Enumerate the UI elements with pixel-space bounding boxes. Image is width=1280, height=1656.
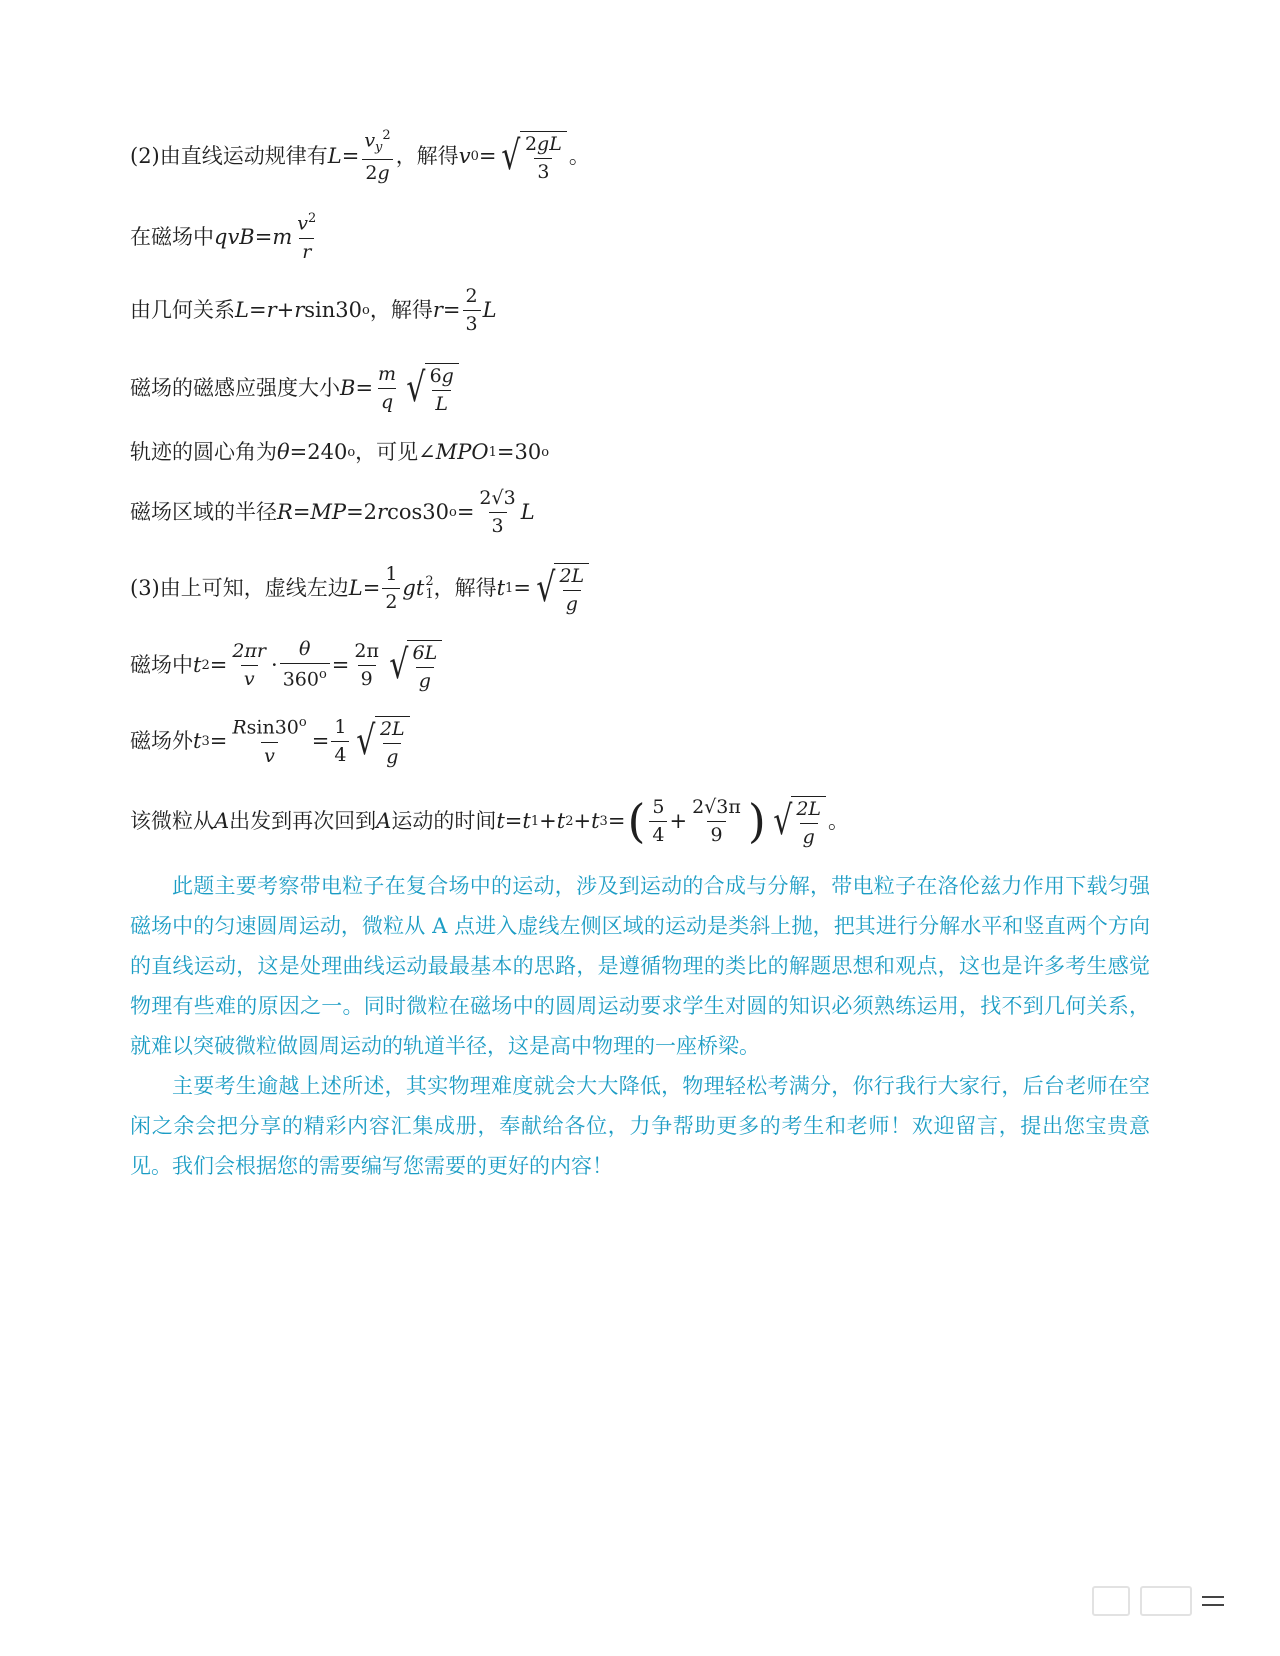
- var: θ: [299, 638, 311, 661]
- op: =: [331, 652, 350, 677]
- subscript: 1: [488, 444, 497, 460]
- var: q: [378, 388, 396, 412]
- op: +: [669, 808, 688, 833]
- superscript: 2: [308, 211, 317, 227]
- var: r: [299, 238, 314, 262]
- text: 。: [828, 808, 850, 833]
- var: g: [383, 743, 401, 767]
- text: 在磁场中: [130, 224, 214, 249]
- commentary-paragraph-1: 此题主要考察带电粒子在复合场中的运动，涉及到运动的合成与分解，带电粒子在洛伦兹力作用下载匀强磁场中的匀速圆周运动，微粒从 A 点进入虚线左侧区域的运动是类斜上抛，把其进行分解水平和竖直两个方向的直线运动，这是处理曲线运动最最基本的思路，是遵循物理的类比的解题思想和观点，这也是许多考生感觉物理有些难的原因之一。同时微粒在磁场中的圆周运动要求学生对圆的知识必须熟练运用，找不到几何关系，就难以突破微粒做圆周运动的轨道半径，这是高中物理的一座桥梁。: [130, 874, 1150, 1058]
- fraction: [229, 716, 309, 765]
- scroll-bar-icon[interactable]: [1140, 1586, 1192, 1616]
- op: =: [362, 575, 381, 600]
- var: r: [377, 499, 388, 524]
- num: 3: [463, 310, 481, 334]
- num: 2π: [354, 639, 379, 662]
- var: L: [235, 297, 249, 322]
- op: +: [276, 297, 295, 322]
- var: g: [416, 667, 434, 691]
- equation-line-5: [130, 436, 549, 468]
- var: θ: [277, 439, 290, 464]
- num: =2: [346, 499, 378, 524]
- num: 5: [652, 795, 665, 818]
- superscript: o: [298, 715, 307, 731]
- var: R: [277, 499, 293, 524]
- fraction: [375, 362, 399, 413]
- op: =: [248, 297, 267, 322]
- var: A: [376, 808, 392, 833]
- text: 该微粒从: [130, 808, 214, 833]
- num: 2: [365, 161, 378, 184]
- var: t: [522, 808, 531, 833]
- num: 3: [489, 512, 507, 536]
- var: qvB: [214, 224, 255, 249]
- sqrt: √ $\frac{6L}{g}$: [386, 640, 442, 691]
- subscript: y: [375, 140, 383, 156]
- commentary-paragraph-2: 主要考生逾越上述所述，其实物理难度就会大大降低，物理轻松考满分，你行我行大家行，后台老师在空闲之余会把分享的精彩内容汇集成册，奉献给各位，力争帮助更多的考生和老师！欢迎留言，提出您宝贵意见。我们会根据您的需要编写您需要的更好的内容！: [130, 1074, 1150, 1178]
- func: sin30: [246, 716, 299, 739]
- viewer-toolbar: [1092, 1586, 1224, 1616]
- op: =: [456, 499, 475, 524]
- text: 由几何关系: [130, 297, 235, 322]
- num: 4: [331, 741, 349, 765]
- superscript: o: [362, 302, 370, 318]
- var: t: [556, 808, 566, 833]
- text: 轨迹的圆心角为: [130, 439, 277, 464]
- superscript: o: [541, 444, 550, 460]
- var: 2L: [559, 564, 585, 587]
- scroll-bar-icon[interactable]: [1092, 1586, 1130, 1616]
- subscript: 0: [470, 148, 479, 164]
- var: t: [193, 728, 202, 753]
- var: L: [348, 575, 363, 600]
- equation-line-9: [130, 712, 412, 770]
- fraction: [382, 562, 400, 613]
- op: =: [254, 224, 273, 249]
- var: R: [232, 716, 247, 739]
- op: =: [341, 143, 360, 168]
- num: 6: [429, 364, 442, 387]
- op: =: [513, 575, 531, 600]
- num: 1: [334, 715, 347, 738]
- equation-line-7: [130, 558, 591, 618]
- equation-line-2: [130, 212, 321, 262]
- superscript: 2: [425, 574, 434, 589]
- text: ，解得: [369, 297, 433, 322]
- sqrt: √ $\frac{2L}{g}$: [770, 796, 826, 847]
- text: (2)由直线运动规律有: [130, 143, 328, 168]
- var: t: [591, 808, 600, 833]
- equation-line-1: [130, 128, 590, 184]
- var: 6L: [412, 641, 438, 664]
- var: L: [520, 499, 535, 524]
- var: L: [482, 297, 497, 322]
- num: 1: [385, 562, 398, 585]
- text: 磁场区域的半径: [130, 499, 277, 524]
- var: t: [496, 575, 506, 600]
- equation-line-8: [130, 636, 444, 694]
- subscript: 2: [201, 657, 210, 673]
- num: 2: [524, 132, 538, 155]
- var: v: [241, 665, 258, 689]
- superscript: 2: [382, 128, 391, 144]
- text: ，解得: [433, 575, 497, 600]
- var: m: [272, 224, 293, 249]
- op: =: [504, 808, 523, 833]
- text: 出发到再次回到: [229, 808, 377, 833]
- var: v: [297, 212, 309, 235]
- sqrt: √ $\frac{2L}{g}$: [533, 563, 589, 614]
- func: sin30: [304, 297, 363, 322]
- subscript: 1: [425, 587, 434, 602]
- op: =: [355, 375, 374, 400]
- equation-line-6: [130, 484, 535, 540]
- var: 2L: [379, 717, 405, 740]
- menu-icon[interactable]: [1202, 1596, 1224, 1606]
- subscript: 1: [505, 580, 514, 596]
- superscript: o: [318, 667, 327, 683]
- text: 磁场中: [130, 652, 193, 677]
- var: gL: [537, 132, 562, 155]
- num: 2√3π: [692, 795, 741, 818]
- var: g: [441, 364, 454, 387]
- equation-line-10: [130, 790, 849, 852]
- fraction: [361, 129, 393, 182]
- var: L: [432, 390, 451, 414]
- var: r: [266, 297, 277, 322]
- fraction: [351, 639, 382, 690]
- sqrt: √ $\frac{2L}{g}$: [353, 716, 409, 767]
- text: ，可见∠: [355, 439, 436, 464]
- text: 运动的时间: [391, 808, 497, 833]
- subscript: 3: [201, 733, 210, 749]
- var: r: [294, 297, 305, 322]
- op: +: [573, 808, 592, 833]
- paren: (: [627, 794, 646, 848]
- var: L: [327, 143, 342, 168]
- fraction: [689, 795, 744, 846]
- var: v: [261, 742, 278, 766]
- var: A: [214, 808, 230, 833]
- var: t: [193, 652, 202, 677]
- num: 2: [465, 284, 478, 307]
- text: 。: [568, 143, 590, 168]
- var: MP: [310, 499, 347, 524]
- sqrt: √ $\frac{6g}{L}$: [403, 363, 459, 414]
- var: 2L: [796, 797, 822, 820]
- num: 4: [649, 821, 667, 845]
- op: =: [209, 728, 228, 753]
- op: ·: [271, 652, 278, 677]
- num: 2: [382, 588, 400, 612]
- var: B: [340, 375, 356, 400]
- var: g: [800, 823, 818, 847]
- op: =: [442, 297, 461, 322]
- var: g: [377, 161, 390, 184]
- num: =240: [289, 439, 348, 464]
- fraction: [280, 640, 330, 689]
- var: g: [563, 590, 581, 614]
- paren: ): [747, 794, 766, 848]
- var: t: [496, 808, 505, 833]
- subscript: 1: [530, 813, 540, 829]
- var: v: [364, 129, 376, 152]
- op: =: [292, 499, 311, 524]
- var: g: [402, 575, 416, 600]
- text: (3)由上可知，虚线左边: [130, 575, 349, 600]
- var: m: [378, 362, 397, 385]
- num: 9: [707, 821, 725, 845]
- op: =: [478, 143, 497, 168]
- num: 9: [358, 665, 376, 689]
- text: 磁场的磁感应强度大小: [130, 375, 340, 400]
- var: r: [432, 297, 443, 322]
- fraction: [649, 795, 667, 846]
- fraction: [476, 486, 518, 537]
- num: 2√3: [479, 486, 516, 509]
- sqrt: √ $\frac{2gL}{3}$: [498, 131, 566, 182]
- subscript: 3: [599, 813, 608, 829]
- fraction: [229, 639, 269, 690]
- func: cos30: [387, 499, 449, 524]
- equation-line-4: [130, 360, 461, 416]
- text: ，解得: [395, 143, 459, 168]
- superscript: o: [347, 444, 356, 460]
- op: =: [311, 728, 330, 753]
- superscript: o: [448, 504, 457, 520]
- equation-line-3: [130, 282, 497, 338]
- op: =: [607, 808, 626, 833]
- op: +: [539, 808, 557, 833]
- fraction: [463, 284, 481, 335]
- var: v: [458, 143, 471, 168]
- num: 3: [534, 158, 552, 182]
- op: =: [209, 652, 228, 677]
- text: 磁场外: [130, 728, 193, 753]
- var: MPO: [435, 439, 489, 464]
- var: 2πr: [232, 639, 267, 662]
- fraction: [331, 715, 349, 766]
- fraction: [294, 212, 319, 261]
- var: t: [415, 575, 425, 600]
- subscript: 2: [565, 813, 574, 829]
- num: 360: [282, 668, 319, 691]
- num: =30: [496, 439, 542, 464]
